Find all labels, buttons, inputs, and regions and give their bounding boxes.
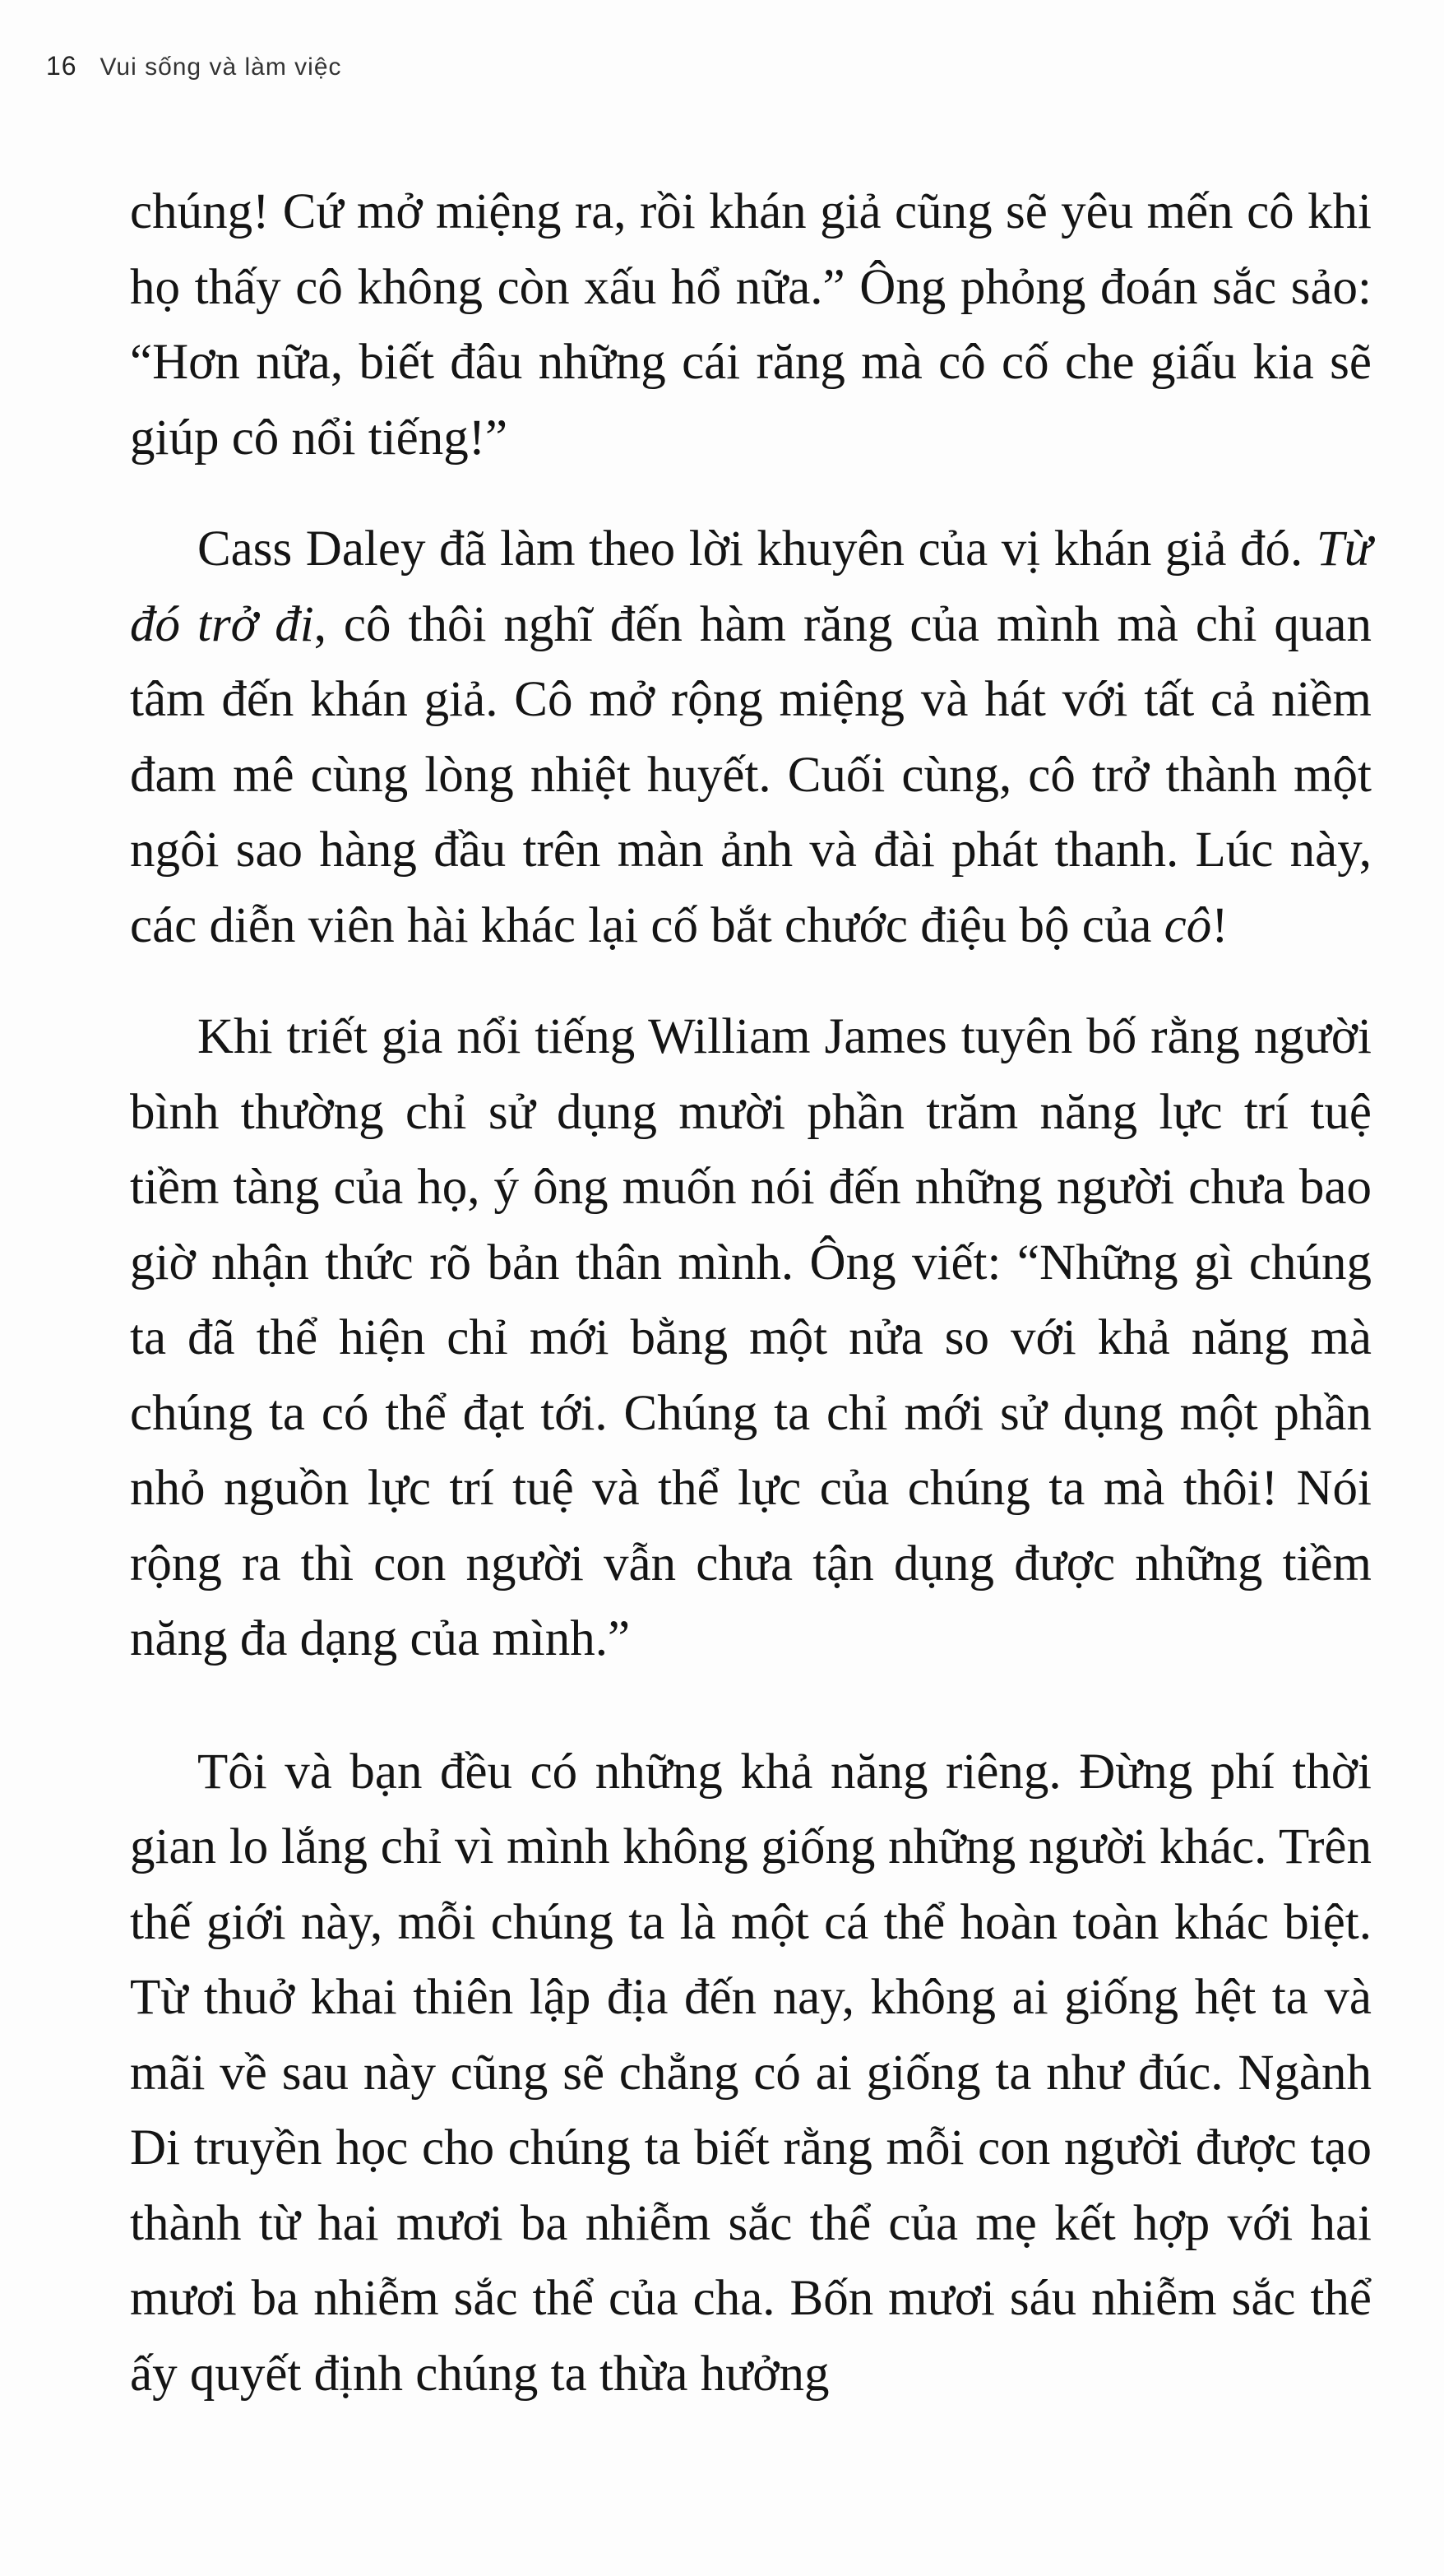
paragraph-cass-daley — [130, 512, 1372, 963]
paragraph-text: Cass Daley đã làm theo lời khuyên của vị khán giả đó. — [197, 521, 1317, 577]
paragraph-william-james: Khi triết gia nổi tiếng William James tuyên bố rằng người bình thường chỉ sử dụng mười phần trăm năng lực trí tuệ tiềm tàng của họ, ý ông muốn nói đến những người chưa bao giờ nhận thức rõ bản thân mình. Ông viết: “Những gì chúng ta đã thể hiện chỉ mới bằng một nửa so với khả năng mà chúng ta có thể đạt tới. Chúng ta chỉ mới sử dụng một phần nhỏ nguồn lực trí tuệ và thể lực của chúng ta mà thôi! Nói rộng ra thì con người vẫn chưa tận dụng được những tiềm năng đa dạng của mình.” — [130, 1009, 1372, 1666]
running-header — [46, 51, 342, 81]
page-number: 16 — [46, 51, 77, 81]
italic-phrase: cô — [1164, 897, 1212, 953]
italic-phrase: Từ đó trở đi — [130, 521, 1372, 652]
body-text — [130, 174, 1372, 2412]
paragraph-text: , cô thôi nghĩ đến hàm răng của mình mà chỉ quan tâm đến khán giả. Cô mở rộng miệng và hát với tất cả niềm đam mê cùng lòng nhiệt huyết. Cuối cùng, cô trở thành một ngôi sao hàng đầu trên màn ảnh và đài phát thanh. Lúc này, các diễn viên hài khác lại cố bắt chước điệu bộ của — [130, 596, 1372, 953]
book-title: Vui sống và làm việc — [100, 53, 342, 81]
paragraph-abilities: Tôi và bạn đều có những khả năng riêng. Đừng phí thời gian lo lắng chỉ vì mình không giống những người khác. Trên thế giới này, mỗi chúng ta là một cá thể hoàn toàn khác biệt. Từ thuở khai thiên lập địa đến nay, không ai giống hệt ta và mãi về sau này cũng sẽ chẳng có ai giống ta như đúc. Ngành Di truyền học cho chúng ta biết rằng mỗi con người được tạo thành từ hai mươi ba nhiễm sắc thể của mẹ kết hợp với hai mươi ba nhiễm sắc thể của cha. Bốn mươi sáu nhiễm sắc thể ấy quyết định chúng ta thừa hưởng — [130, 1744, 1372, 2402]
paragraph-text: ! — [1211, 897, 1229, 953]
paragraph-continuation: chúng! Cứ mở miệng ra, rồi khán giả cũng sẽ yêu mến cô khi họ thấy cô không còn xấu hổ nữa.” Ông phỏng đoán sắc sảo: “Hơn nữa, biết đâu những cái răng mà cô cố che giấu kia sẽ giúp cô nổi tiếng!” — [130, 184, 1372, 466]
